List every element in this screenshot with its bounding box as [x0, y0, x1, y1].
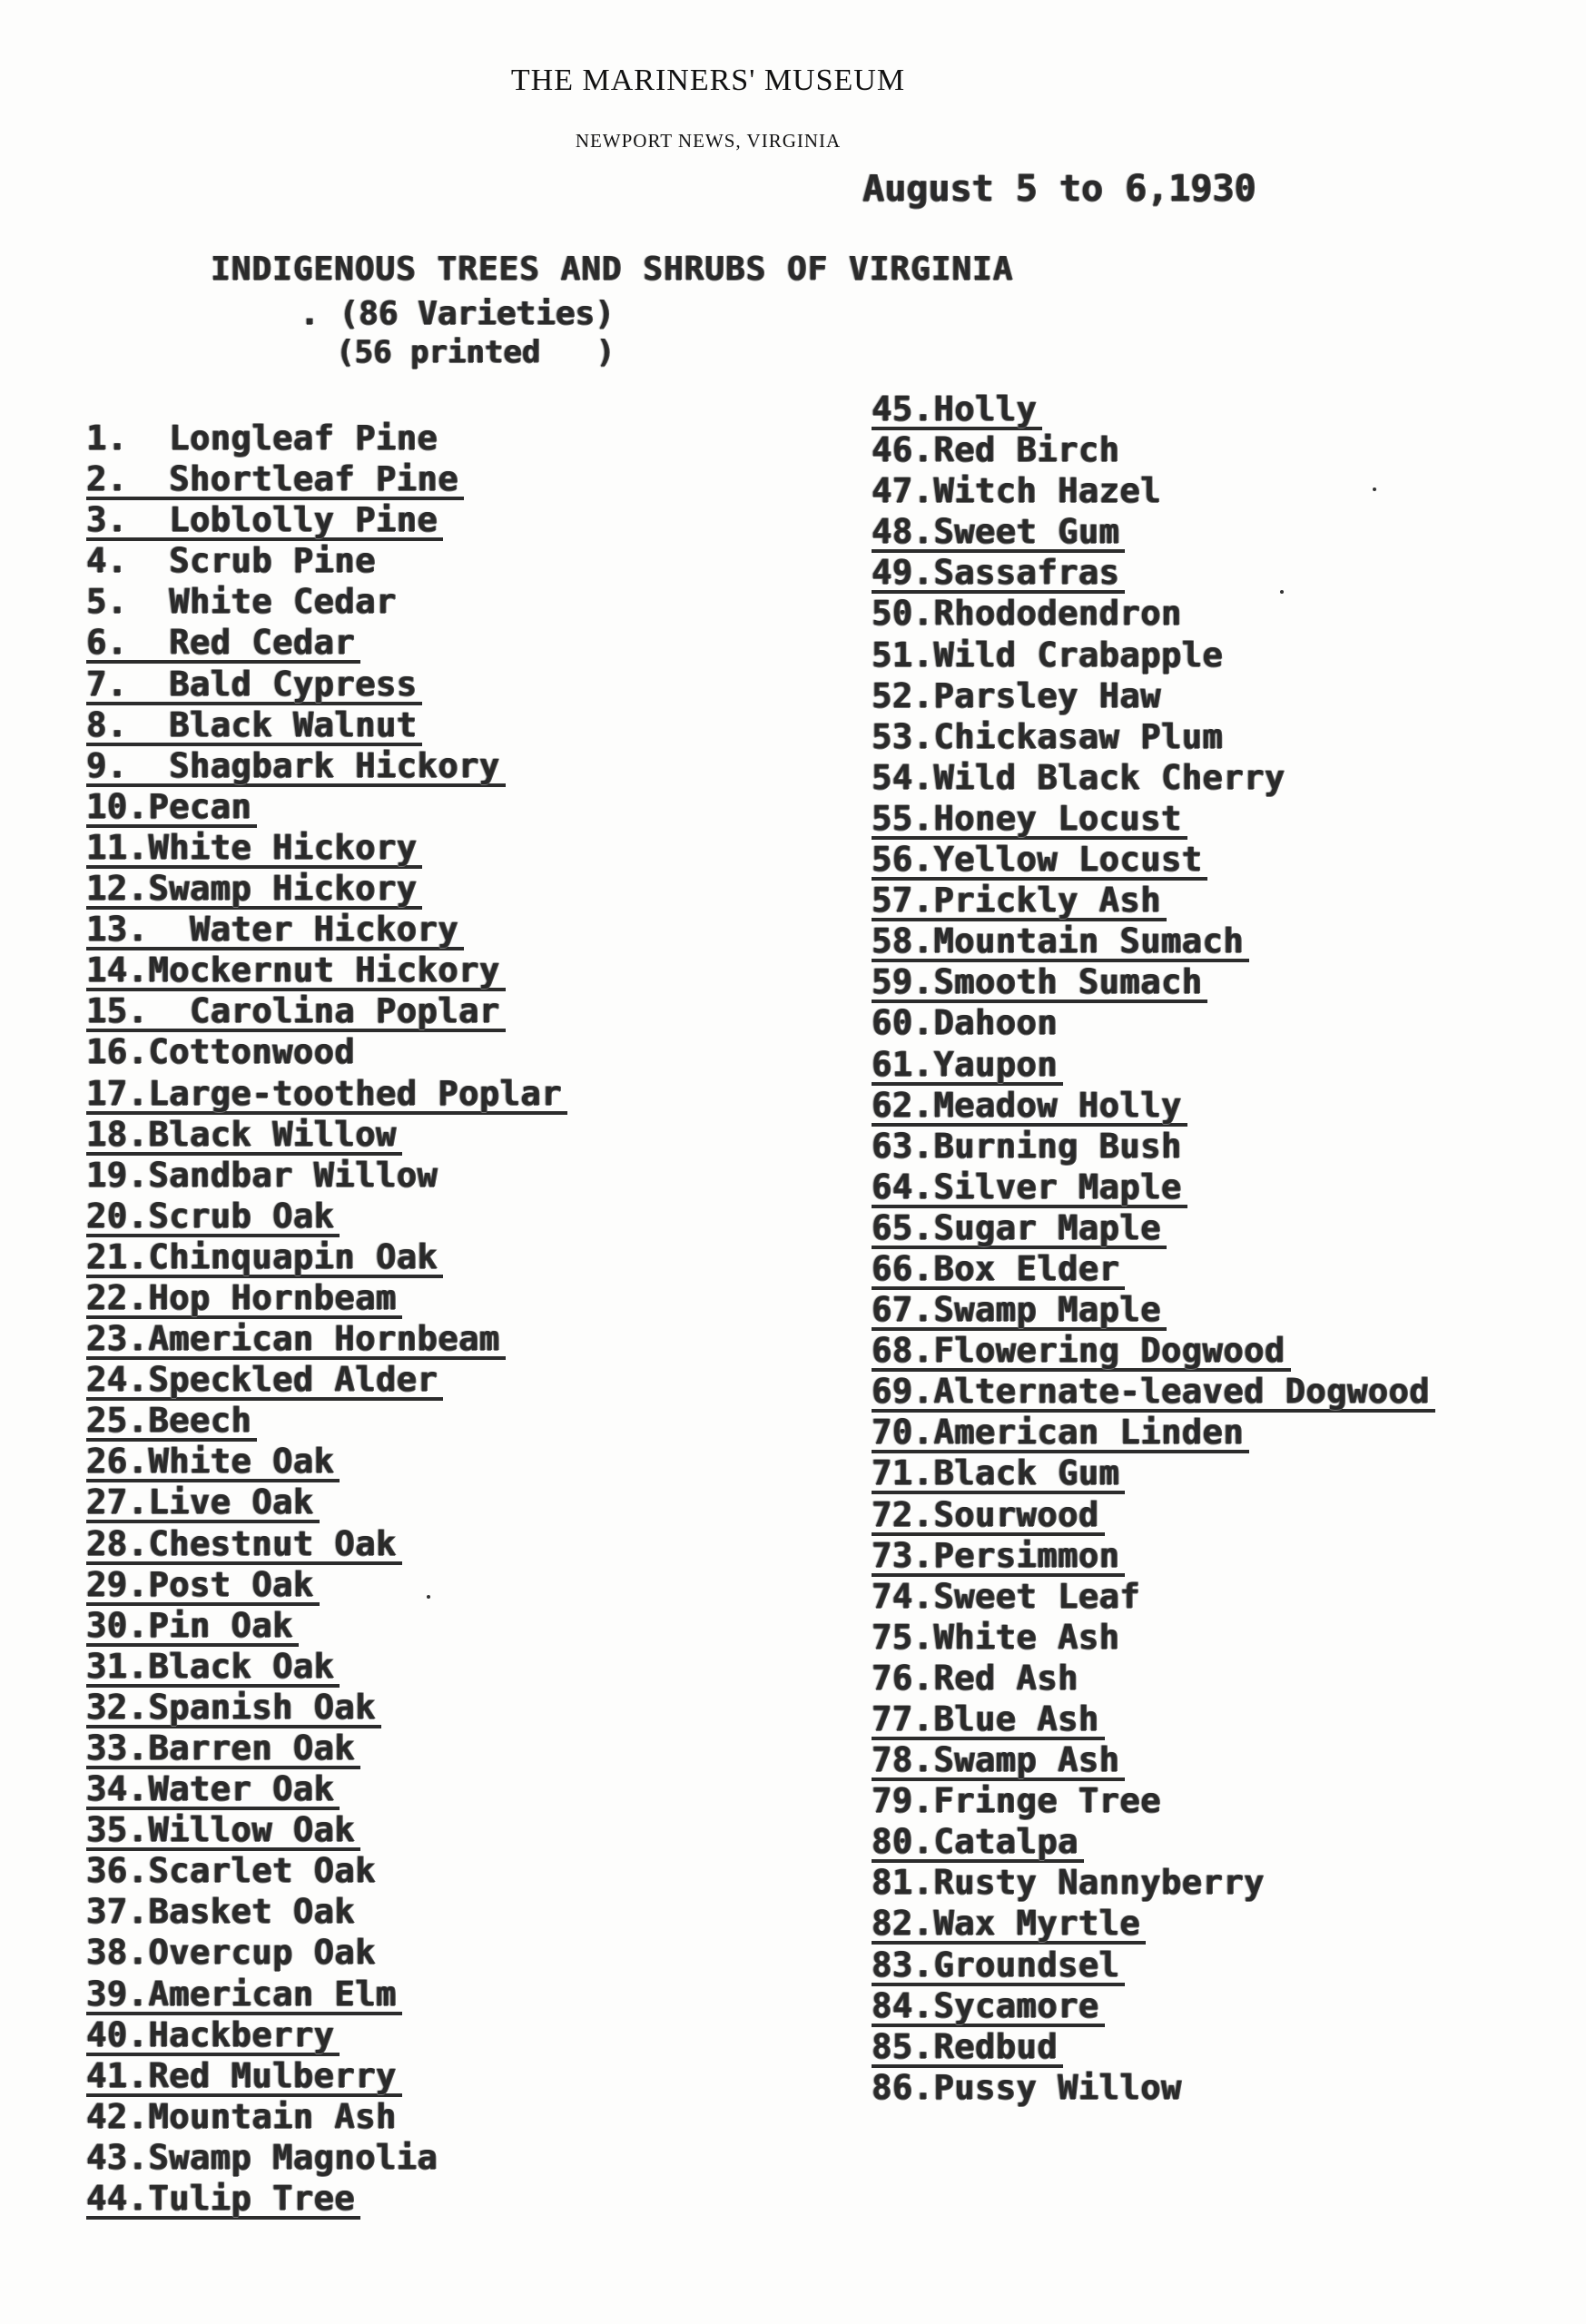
list-item [872, 716, 1435, 757]
tree-name: 56.Yellow Locust [872, 842, 1207, 881]
list-item [872, 1535, 1435, 1576]
list-item [872, 470, 1435, 511]
tree-name: 5. White Cedar [86, 582, 397, 622]
tree-name: 27.Live Oak [86, 1485, 320, 1523]
list-item [872, 1330, 1435, 1371]
tree-name: 63.Burning Bush [872, 1126, 1182, 1166]
list-item [86, 2096, 567, 2137]
tree-name: 58.Mountain Sumach [872, 924, 1249, 962]
list-item [86, 1155, 567, 1196]
list-item [86, 1031, 567, 1072]
ink-speck [1373, 487, 1376, 491]
tree-name: 72.Sourwood [872, 1498, 1105, 1536]
tree-name: 50.Rhododendron [872, 594, 1182, 634]
tree-name: 8. Black Walnut [86, 708, 422, 746]
list-item [872, 1658, 1435, 1699]
list-item [872, 1085, 1435, 1126]
tree-name: 47.Witch Hazel [872, 471, 1161, 511]
document-date: August 5 to 6,1930 [862, 168, 1256, 210]
list-item [86, 2055, 567, 2096]
right-column-list [872, 389, 1435, 2108]
tree-name: 6. Red Cedar [86, 625, 360, 664]
list-item [86, 704, 567, 745]
letterhead-title: THE MARINERS' MUSEUM [510, 64, 906, 97]
tree-name: 86.Pussy Willow [872, 2067, 1182, 2107]
list-item [872, 1412, 1435, 1452]
list-item [872, 1699, 1435, 1739]
tree-name: 55.Honey Locust [872, 802, 1187, 840]
list-item [86, 1073, 567, 1114]
tree-name: 67.Swamp Maple [872, 1293, 1167, 1331]
varieties-count: . (86 Varieties) [300, 295, 615, 332]
list-item [86, 1359, 567, 1400]
tree-name: 38.Overcup Oak [86, 1933, 376, 1973]
tree-name: 12.Swamp Hickory [86, 872, 422, 910]
tree-name: 65.Sugar Maple [872, 1211, 1167, 1249]
list-item [872, 1044, 1435, 1085]
tree-name: 37.Basket Oak [86, 1892, 356, 1932]
list-item [872, 1945, 1435, 1985]
list-item [86, 745, 567, 786]
tree-name: 83.Groundsel [872, 1948, 1125, 1986]
tree-name: 11.White Hickory [86, 831, 422, 869]
tree-name: 68.Flowering Dogwood [872, 1334, 1291, 1372]
tree-name: 40.Hackberry [86, 2018, 340, 2056]
list-item [86, 909, 567, 950]
list-item [86, 1400, 567, 1441]
list-item [872, 1576, 1435, 1617]
tree-name: 74.Sweet Leaf [872, 1576, 1141, 1616]
list-item [86, 1646, 567, 1687]
list-item [872, 675, 1435, 716]
tree-name: 15. Carolina Poplar [86, 994, 506, 1032]
list-item [872, 839, 1435, 880]
list-item [86, 1850, 567, 1891]
list-item [86, 1482, 567, 1522]
tree-name: 20.Scrub Oak [86, 1199, 340, 1237]
list-item [872, 1494, 1435, 1535]
tree-name: 59.Smooth Sumach [872, 965, 1207, 1003]
list-item [86, 1564, 567, 1605]
list-item [86, 1277, 567, 1318]
list-item [86, 1318, 567, 1359]
tree-name: 1. Longleaf Pine [86, 419, 438, 458]
list-item [86, 1114, 567, 1155]
tree-name: 45.Holly [872, 392, 1042, 430]
tree-name: 16.Cottonwood [86, 1032, 356, 1072]
list-item [86, 1605, 567, 1646]
tree-name: 32.Spanish Oak [86, 1690, 381, 1728]
tree-name: 4. Scrub Pine [86, 541, 376, 581]
list-item [872, 389, 1435, 429]
tree-name: 49.Sassafras [872, 556, 1125, 594]
tree-name: 7. Bald Cypress [86, 667, 422, 705]
list-item [872, 2026, 1435, 2067]
list-item [86, 664, 567, 704]
tree-name: 36.Scarlet Oak [86, 1851, 376, 1891]
tree-name: 82.Wax Myrtle [872, 1906, 1146, 1945]
tree-name: 85.Redbud [872, 2030, 1063, 2068]
list-item [86, 1687, 567, 1728]
list-item [872, 1739, 1435, 1780]
list-item [86, 418, 567, 458]
list-item [872, 1126, 1435, 1167]
printed-count: (56 printed ) [336, 334, 616, 370]
tree-name: 62.Meadow Holly [872, 1088, 1187, 1127]
tree-name: 35.Willow Oak [86, 1813, 360, 1851]
tree-name: 10.Pecan [86, 790, 257, 828]
tree-name: 42.Mountain Ash [86, 2096, 397, 2136]
list-item [86, 1196, 567, 1236]
list-item [86, 622, 567, 663]
tree-name: 69.Alternate-leaved Dogwood [872, 1374, 1435, 1413]
list-item [872, 511, 1435, 552]
tree-name: 84.Sycamore [872, 1989, 1105, 2027]
list-item [872, 1452, 1435, 1493]
tree-name: 54.Wild Black Cherry [872, 757, 1286, 797]
list-item [872, 1371, 1435, 1412]
tree-name: 64.Silver Maple [872, 1170, 1187, 1208]
tree-name: 81.Rusty Nannyberry [872, 1863, 1265, 1903]
tree-name: 24.Speckled Alder [86, 1363, 443, 1401]
list-item [872, 961, 1435, 1002]
tree-name: 17.Large-toothed Poplar [86, 1077, 567, 1115]
tree-name: 28.Chestnut Oak [86, 1527, 402, 1565]
list-item [872, 757, 1435, 798]
tree-name: 34.Water Oak [86, 1772, 340, 1810]
list-item [872, 1207, 1435, 1248]
list-item [86, 1974, 567, 2014]
list-item [872, 635, 1435, 675]
tree-name: 71.Black Gum [872, 1456, 1125, 1494]
tree-name: 43.Swamp Magnolia [86, 2137, 438, 2177]
list-item [872, 1289, 1435, 1330]
tree-name: 33.Barren Oak [86, 1731, 360, 1769]
list-item [86, 1768, 567, 1809]
letterhead-location: NEWPORT NEWS, VIRGINIA [575, 130, 842, 152]
tree-name: 53.Chickasaw Plum [872, 716, 1224, 756]
tree-name: 78.Swamp Ash [872, 1743, 1125, 1781]
list-item [86, 990, 567, 1031]
list-item [872, 880, 1435, 921]
tree-name: 14.Mockernut Hickory [86, 953, 506, 991]
tree-name: 31.Black Oak [86, 1649, 340, 1688]
document-heading: INDIGENOUS TREES AND SHRUBS OF VIRGINIA [211, 251, 1014, 288]
list-item [86, 868, 567, 909]
tree-name: 2. Shortleaf Pine [86, 462, 464, 500]
tree-name: 29.Post Oak [86, 1568, 320, 1606]
list-item [872, 593, 1435, 634]
list-item [86, 950, 567, 990]
tree-name: 77.Blue Ash [872, 1702, 1105, 1740]
list-item [86, 458, 567, 499]
tree-name: 52.Parsley Haw [872, 675, 1161, 715]
list-item [872, 1862, 1435, 1903]
list-item [872, 429, 1435, 470]
list-item [872, 1821, 1435, 1862]
list-item [86, 2137, 567, 2178]
tree-name: 80.Catalpa [872, 1825, 1084, 1863]
tree-name: 25.Beech [86, 1403, 257, 1442]
ink-speck [1280, 590, 1284, 594]
list-item [872, 1903, 1435, 1944]
tree-name: 44.Tulip Tree [86, 2181, 360, 2220]
tree-name: 46.Red Birch [872, 430, 1120, 470]
list-item [86, 786, 567, 827]
list-item [872, 1002, 1435, 1043]
tree-name: 30.Pin Oak [86, 1609, 299, 1647]
tree-name: 18.Black Willow [86, 1118, 402, 1156]
tree-name: 75.White Ash [872, 1617, 1120, 1657]
tree-name: 60.Dahoon [872, 1003, 1058, 1043]
tree-name: 70.American Linden [872, 1415, 1249, 1453]
list-item [86, 1809, 567, 1850]
list-item [86, 1523, 567, 1564]
tree-name: 61.Yaupon [872, 1048, 1063, 1086]
list-item [86, 499, 567, 540]
list-item [86, 827, 567, 868]
list-item [872, 1248, 1435, 1289]
tree-name: 39.American Elm [86, 1977, 402, 2015]
list-item [86, 1728, 567, 1768]
list-item [86, 1932, 567, 1973]
list-item [86, 2178, 567, 2219]
list-item [872, 1617, 1435, 1658]
tree-name: 73.Persimmon [872, 1539, 1125, 1577]
list-item [872, 1985, 1435, 2026]
list-item [86, 1891, 567, 1932]
list-item [872, 552, 1435, 593]
tree-name: 79.Fringe Tree [872, 1781, 1161, 1821]
list-item [872, 1167, 1435, 1207]
tree-name: 3. Loblolly Pine [86, 503, 443, 541]
tree-name: 9. Shagbark Hickory [86, 749, 506, 787]
left-column-list [86, 418, 567, 2219]
tree-name: 19.Sandbar Willow [86, 1155, 438, 1195]
tree-name: 48.Sweet Gum [872, 515, 1125, 553]
tree-name: 21.Chinquapin Oak [86, 1240, 443, 1278]
list-item [872, 798, 1435, 839]
tree-name: 13. Water Hickory [86, 912, 464, 950]
list-item [86, 1236, 567, 1277]
list-item [86, 540, 567, 581]
list-item [86, 2014, 567, 2055]
list-item [872, 2067, 1435, 2108]
tree-name: 41.Red Mulberry [86, 2059, 402, 2097]
list-item [86, 1441, 567, 1482]
tree-name: 66.Box Elder [872, 1252, 1125, 1290]
tree-name: 26.White Oak [86, 1444, 340, 1482]
tree-name: 76.Red Ash [872, 1658, 1079, 1698]
list-item [86, 581, 567, 622]
list-item [872, 921, 1435, 961]
list-item [872, 1780, 1435, 1821]
tree-name: 22.Hop Hornbeam [86, 1281, 402, 1319]
tree-name: 57.Prickly Ash [872, 883, 1167, 921]
ink-speck [427, 1595, 430, 1599]
tree-name: 51.Wild Crabapple [872, 635, 1224, 675]
tree-name: 23.American Hornbeam [86, 1322, 506, 1360]
